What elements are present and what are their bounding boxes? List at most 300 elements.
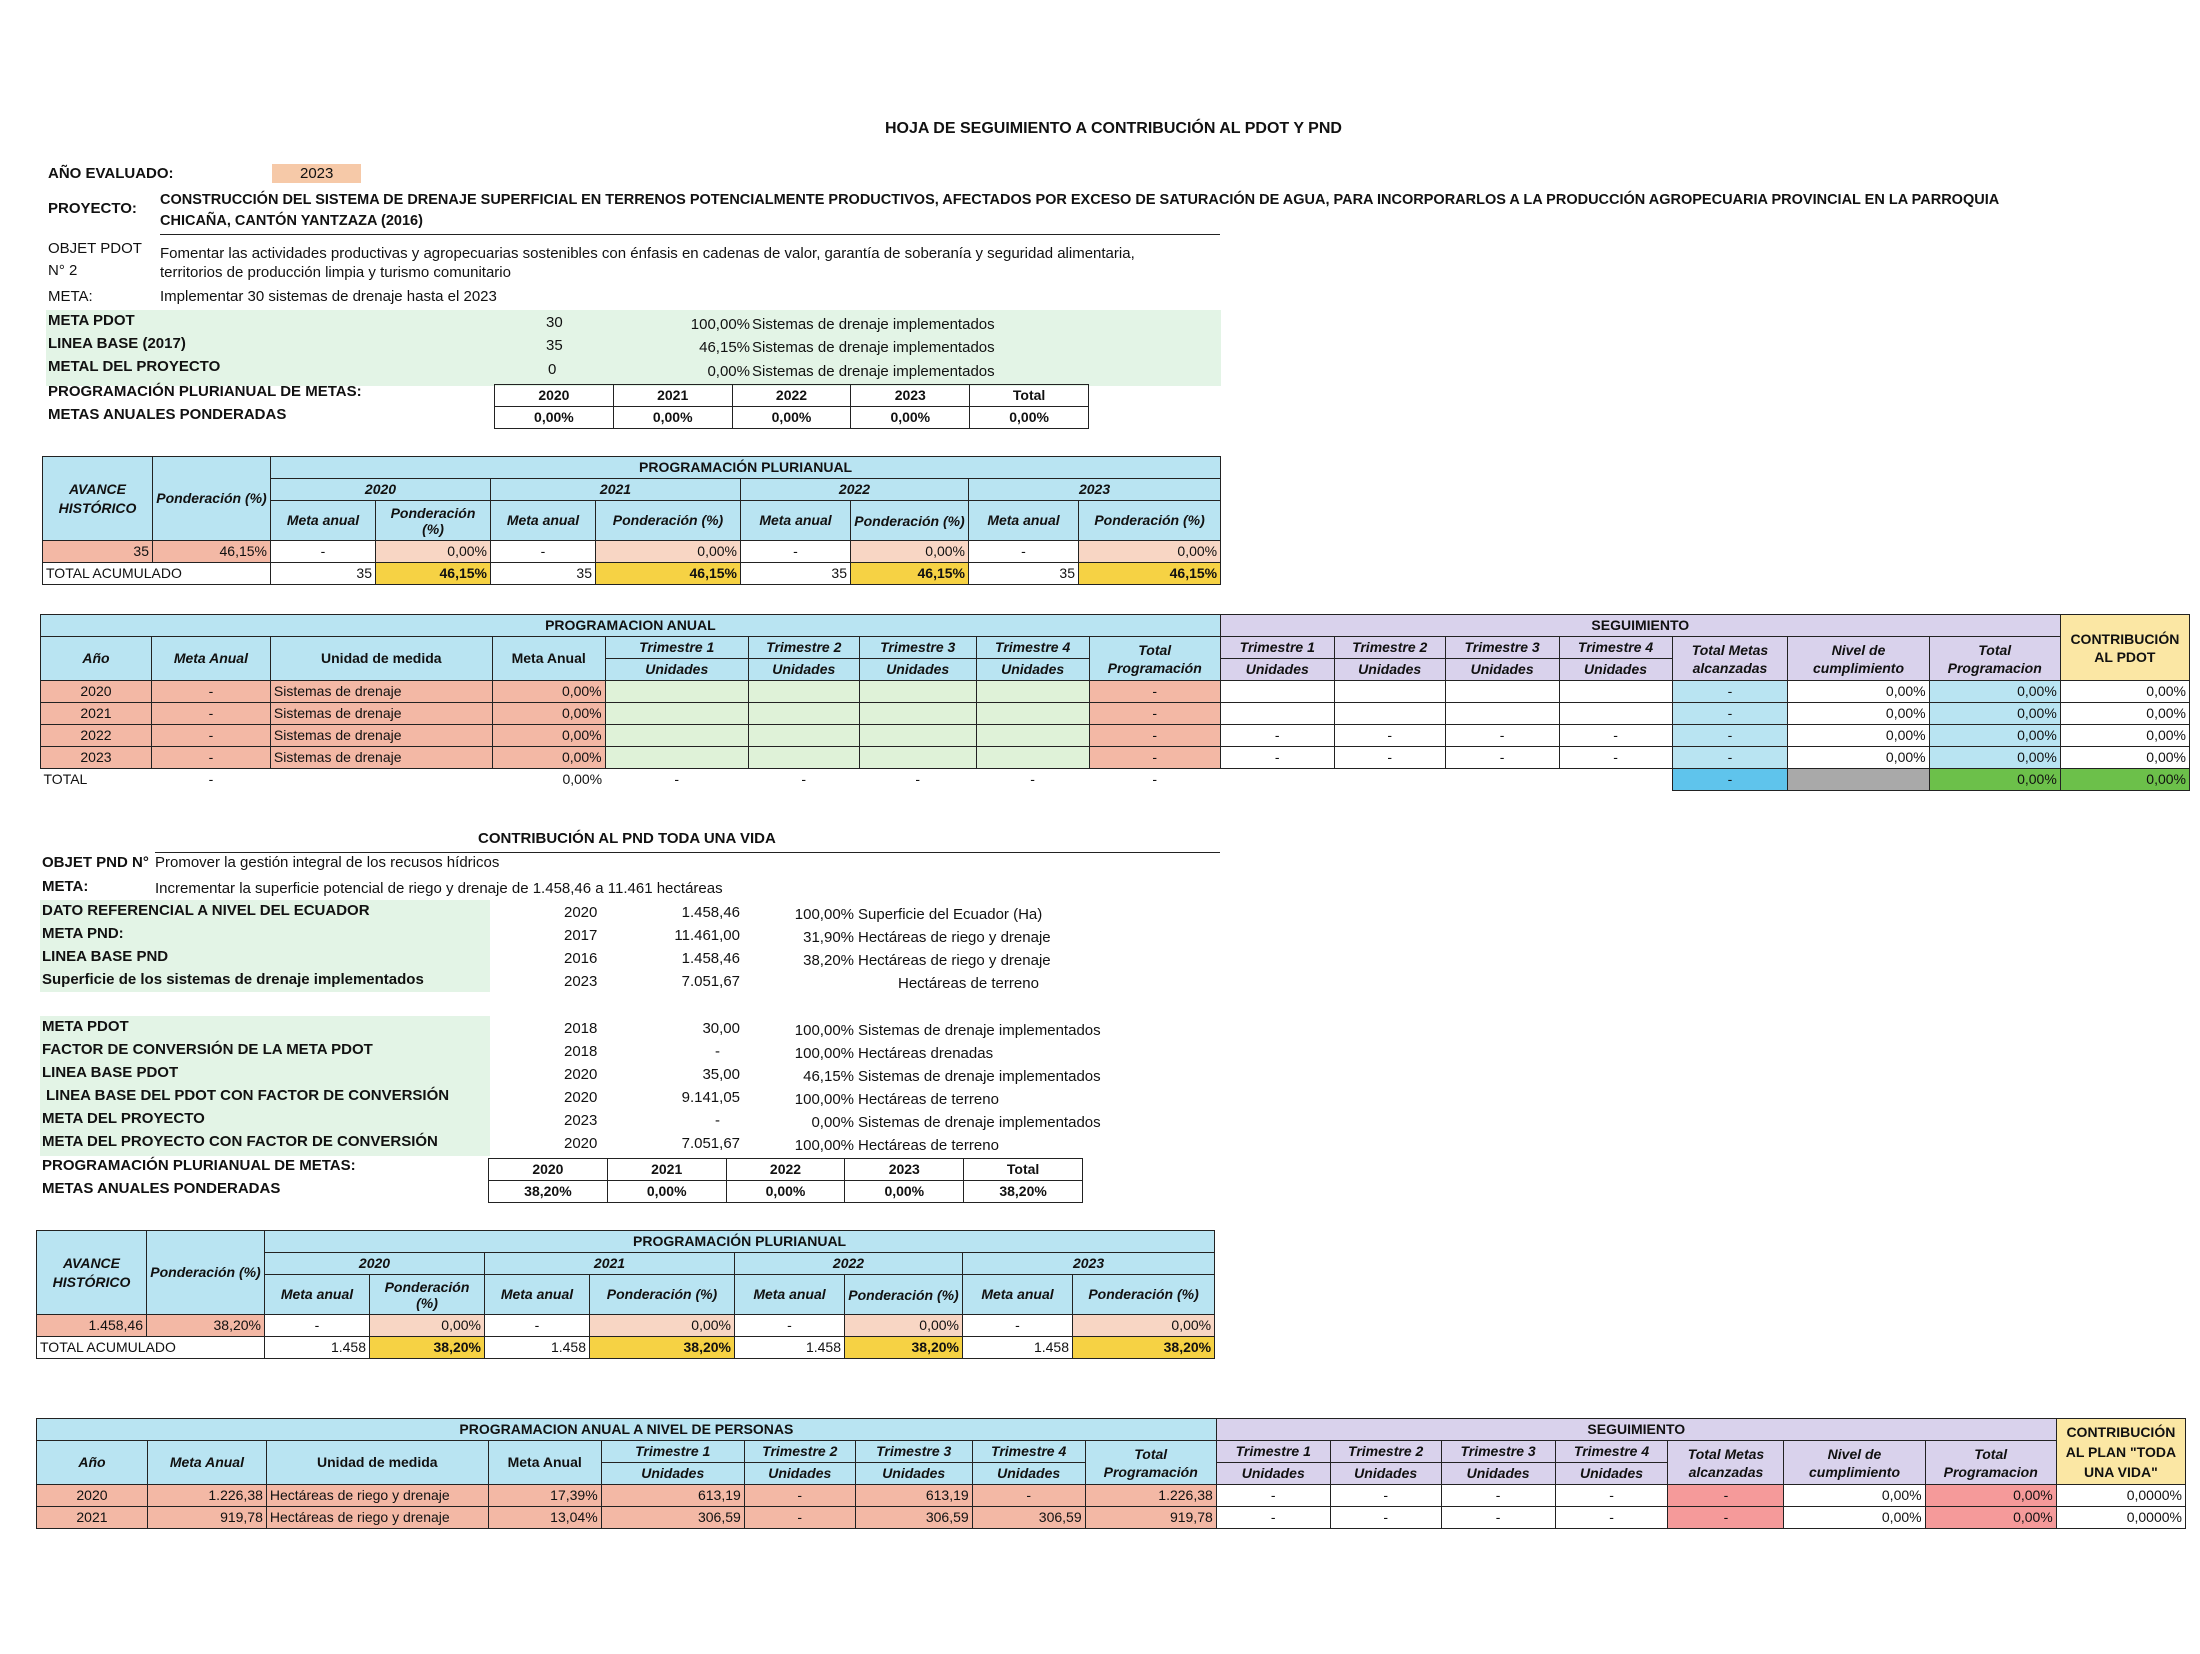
pnd-objet-label: OBJET PND N°: [42, 854, 149, 871]
anio-cell: 2020: [41, 681, 152, 703]
unidad-cell: Hectáreas de riego y drenaje: [266, 1485, 488, 1507]
pnd-row-label: META PND:: [42, 925, 124, 942]
pdot-row-desc: Sistemas de drenaje implementados: [752, 316, 995, 333]
t1-header: Trimestre 1: [1216, 1441, 1330, 1463]
table-row: [41, 725, 2190, 747]
year-cell: 2022: [726, 1159, 845, 1181]
pnd-meta-value: Incrementar la superficie potencial de riego y drenaje de 1.458,46 a 11.461 hectáreas: [155, 880, 723, 897]
t3-header: Trimestre 3: [1445, 637, 1559, 659]
pond-header: Ponderación (%): [1073, 1275, 1215, 1315]
pnd-row-num: 35,00: [702, 1066, 740, 1083]
t2-header: Trimestre 2: [748, 637, 859, 659]
cell: -: [741, 541, 851, 563]
pnd-row-num: 1.458,46: [681, 904, 740, 921]
unidades-header: Unidades: [1441, 1463, 1555, 1485]
pnd-row-pct: 100,00%: [794, 1091, 854, 1108]
meta-cell: -: [151, 725, 270, 747]
cell: 0,00%: [370, 1315, 485, 1337]
nivel-cell: 0,00%: [1788, 725, 1929, 747]
cell: 46,15%: [851, 563, 969, 585]
s-cell: [1334, 681, 1445, 703]
cell: -: [735, 1315, 845, 1337]
cell: 0,00%: [1929, 769, 2060, 791]
pnd-row-num: 7.051,67: [681, 973, 740, 990]
pnd-row-desc: Sistemas de drenaje implementados: [858, 1114, 1101, 1131]
tp2-cell: 0,00%: [1929, 703, 2060, 725]
t-cell: -: [744, 1485, 855, 1507]
cell: 0,00%: [851, 541, 969, 563]
meta-cell: -: [151, 747, 270, 769]
value-cell: 38,20%: [964, 1181, 1083, 1203]
total-metas-header: Total Metas alcanzadas: [1668, 1441, 1784, 1485]
cell: 46,15%: [376, 563, 491, 585]
cell: -: [674, 771, 680, 788]
unidades-header: Unidades: [744, 1463, 855, 1485]
programacion-header: PROGRAMACIÓN PLURIANUAL: [265, 1231, 1215, 1253]
value-cell: 0,00%: [607, 1181, 726, 1203]
year-header: 2022: [741, 479, 969, 501]
proyecto-line2: CHICAÑA, CANTÓN YANTZAZA (2016): [160, 213, 423, 229]
pdot-row-num: 0: [548, 361, 557, 378]
cell: 35: [271, 563, 376, 585]
pond-header: Ponderación (%): [376, 501, 491, 541]
cell: 38,20%: [845, 1337, 963, 1359]
pnd-row-year: 2023: [564, 1112, 598, 1129]
prog-anual-header: PROGRAMACION ANUAL A NIVEL DE PERSONAS: [37, 1419, 1217, 1441]
anio-label: AÑO EVALUADO:: [48, 165, 174, 182]
contrib-cell: 0,00%: [2060, 747, 2189, 769]
cell: 0,00%: [596, 541, 741, 563]
pnd-row-pct: 100,00%: [794, 1137, 854, 1154]
s-cell: -: [1216, 1485, 1330, 1507]
meta-cell: -: [151, 703, 270, 725]
pnd-row-label: LINEA BASE DEL PDOT CON FACTOR DE CONVERSIÓN: [46, 1087, 450, 1104]
contrib-cell: 0,00%: [2060, 703, 2189, 725]
cell: -: [915, 771, 921, 788]
cell: 46,15%: [596, 563, 741, 585]
year-cell: 2023: [851, 385, 970, 407]
year-cell: 2022: [732, 385, 851, 407]
year-cell: 2020: [489, 1159, 608, 1181]
nivel-cell: 0,00%: [1788, 747, 1929, 769]
s-cell: -: [1559, 747, 1672, 769]
meta-label: META:: [48, 288, 93, 305]
table-row: [41, 681, 2190, 703]
pnd-row-label: Superficie de los sistemas de drenaje implementados: [42, 971, 424, 988]
unidades-header: Unidades: [1555, 1463, 1668, 1485]
s-cell: -: [1334, 747, 1445, 769]
pnd-meta-label: META:: [42, 878, 89, 895]
cell: 38,20%: [370, 1337, 485, 1359]
cell: -: [969, 541, 1079, 563]
programacion-header: PROGRAMACIÓN PLURIANUAL: [271, 457, 1221, 479]
tm-cell: -: [1672, 681, 1788, 703]
objet-number: N° 2: [48, 262, 78, 279]
pnd-underline: [155, 852, 1220, 853]
cell: -: [485, 1315, 590, 1337]
total-prog-header: Total Programación: [1085, 1441, 1216, 1485]
unidades-header: Unidades: [976, 659, 1089, 681]
cell: -: [1152, 771, 1158, 788]
s-cell: -: [1559, 725, 1672, 747]
cell: 38,20%: [590, 1337, 735, 1359]
s-cell: [1220, 681, 1334, 703]
cell: 46,15%: [1079, 563, 1221, 585]
anual-table-1: [40, 614, 2190, 791]
year-header: 2021: [491, 479, 741, 501]
cell: 0,00%: [2060, 769, 2189, 791]
cell: -: [491, 541, 596, 563]
meta2-cell: 0,00%: [492, 681, 605, 703]
proyecto-underline: [160, 234, 1220, 235]
seguimiento-header: SEGUIMIENTO: [1220, 615, 2060, 637]
plurianual-table-1: [42, 456, 1221, 585]
s-cell: [1220, 703, 1334, 725]
t4-header: Trimestre 4: [1555, 1441, 1668, 1463]
meta-cell: 919,78: [147, 1507, 266, 1529]
proyecto-label: PROYECTO:: [48, 200, 137, 217]
value-cell: 0,00%: [495, 407, 614, 429]
pnd-row-label: FACTOR DE CONVERSIÓN DE LA META PDOT: [42, 1041, 373, 1058]
pnd-row-label: META DEL PROYECTO CON FACTOR DE CONVERSIÓN: [42, 1133, 438, 1150]
meta-anual-header: Meta anual: [271, 501, 376, 541]
t2-header: Trimestre 2: [1330, 1441, 1441, 1463]
metas-table: [494, 384, 1089, 429]
meta-anual-header: Meta anual: [485, 1275, 590, 1315]
t3-header: Trimestre 3: [855, 1441, 972, 1463]
pnd-row-year: 2020: [564, 1089, 598, 1106]
t-cell: 306,59: [972, 1507, 1085, 1529]
s-cell: -: [1330, 1507, 1441, 1529]
pond-header: Ponderación (%): [590, 1275, 735, 1315]
pond-header: Ponderación (%): [845, 1275, 963, 1315]
tp2-cell: 0,00%: [1925, 1485, 2056, 1507]
metas-table-2: [488, 1158, 1083, 1203]
s-cell: -: [1445, 725, 1559, 747]
pdot-row-label: META PDOT: [48, 312, 135, 329]
t2-header: Trimestre 2: [1334, 637, 1445, 659]
pnd-row-pct: 38,20%: [803, 952, 854, 969]
pnd-row-pct: 46,15%: [803, 1068, 854, 1085]
unidad-cell: Sistemas de drenaje: [270, 725, 492, 747]
table-row: [37, 1485, 2186, 1507]
pnd-row-num: 11.461,00: [674, 927, 740, 944]
unidades-header: Unidades: [1220, 659, 1334, 681]
cell: -: [265, 1315, 370, 1337]
pnd-row-label: LINEA BASE PND: [42, 948, 169, 965]
tp-cell: -: [1089, 725, 1220, 747]
pdot-row-pct: 100,00%: [690, 316, 750, 333]
s-cell: -: [1216, 1507, 1330, 1529]
unidades-header: Unidades: [748, 659, 859, 681]
pnd-row-pct: 100,00%: [794, 1022, 854, 1039]
objet-line2: territorios de producción limpia y turismo comunitario: [160, 264, 511, 281]
pnd-row-label: LINEA BASE PDOT: [42, 1064, 179, 1081]
s-cell: [1334, 703, 1445, 725]
tp2-cell: 0,00%: [1929, 725, 2060, 747]
s-cell: [1559, 703, 1672, 725]
tm-cell: -: [1668, 1485, 1784, 1507]
pnd-row-desc: Superficie del Ecuador (Ha): [858, 906, 1043, 923]
t3-header: Trimestre 3: [1441, 1441, 1555, 1463]
year-header: 2023: [969, 479, 1221, 501]
t-cell: 613,19: [855, 1485, 972, 1507]
cell: -: [801, 771, 807, 788]
pdot-row-num: 35: [546, 337, 563, 354]
meta2-cell: 0,00%: [492, 725, 605, 747]
pnd-row-label: META PDOT: [42, 1018, 129, 1035]
meta2-cell: 0,00%: [492, 747, 605, 769]
contrib-cell: 0,0000%: [2056, 1485, 2185, 1507]
meta-anual-header: Meta anual: [491, 501, 596, 541]
tp-cell: -: [1089, 703, 1220, 725]
tp-cell: 1.226,38: [1085, 1485, 1216, 1507]
meta-anual-header: Meta Anual: [151, 637, 270, 681]
pond-header: Ponderación (%): [1079, 501, 1221, 541]
anio-header: Año: [37, 1441, 148, 1485]
total-label: TOTAL: [43, 771, 88, 788]
cell: 35: [741, 563, 851, 585]
tp2-cell: 0,00%: [1929, 681, 2060, 703]
avance-header: AVANCE HISTÓRICO: [43, 457, 153, 541]
cell: 0,00%: [590, 1315, 735, 1337]
anual-table-2: [36, 1418, 2186, 1529]
pnd-row-label: DATO REFERENCIAL A NIVEL DEL ECUADOR: [42, 902, 370, 919]
meta-anual-header: Meta anual: [741, 501, 851, 541]
pnd-row-pct: 100,00%: [794, 906, 854, 923]
cell: 0,00%: [376, 541, 491, 563]
year-header: 2022: [735, 1253, 963, 1275]
prog-label: PROGRAMACIÓN PLURIANUAL DE METAS:: [48, 383, 362, 400]
contrib-header: CONTRIBUCIÓN AL PDOT: [2060, 615, 2189, 681]
metas-label: METAS ANUALES PONDERADAS: [48, 406, 287, 423]
nivel-cell: 0,00%: [1788, 681, 1929, 703]
pnd-row-year: 2020: [564, 1135, 598, 1152]
total-prog-header: Total Programación: [1089, 637, 1220, 681]
pnd-row-year: 2016: [564, 950, 598, 967]
pdot-row-desc: Sistemas de drenaje implementados: [752, 339, 995, 356]
total-row: [41, 769, 2190, 791]
tp-cell: 919,78: [1085, 1507, 1216, 1529]
year-cell: 2021: [613, 385, 732, 407]
pnd-row-desc: Hectáreas de terreno: [898, 975, 1039, 992]
cell: -: [1672, 769, 1788, 791]
anio-cell: 2022: [41, 725, 152, 747]
s-cell: [1445, 703, 1559, 725]
unidades-header: Unidades: [1559, 659, 1672, 681]
meta-anual-header: Meta anual: [969, 501, 1079, 541]
tm-cell: -: [1668, 1507, 1784, 1529]
pnd-row-desc: Hectáreas de riego y drenaje: [858, 952, 1051, 969]
plurianual-table-2: [36, 1230, 1215, 1359]
contrib-header: CONTRIBUCIÓN AL PLAN "TODA UNA VIDA": [2056, 1419, 2185, 1485]
nivel-cell: 0,00%: [1788, 703, 1929, 725]
pdot-row-pct: 46,15%: [699, 339, 750, 356]
s-cell: -: [1220, 747, 1334, 769]
unidades-header: Unidades: [601, 1463, 744, 1485]
tp-cell: -: [1089, 747, 1220, 769]
pdot-row-label: METAL DEL PROYECTO: [48, 358, 221, 375]
cell: 0,00%: [1073, 1315, 1215, 1337]
t4-header: Trimestre 4: [976, 637, 1089, 659]
year-cell: Total: [970, 385, 1089, 407]
meta-anual-header: Meta Anual: [147, 1441, 266, 1485]
value-cell: 0,00%: [970, 407, 1089, 429]
ponderacion-header: Ponderación (%): [153, 457, 271, 541]
t3-header: Trimestre 3: [859, 637, 976, 659]
pnd-row-label: META DEL PROYECTO: [42, 1110, 205, 1127]
meta-cell: -: [151, 681, 270, 703]
unidades-header: Unidades: [1216, 1463, 1330, 1485]
metas-label-2: METAS ANUALES PONDERADAS: [42, 1180, 281, 1197]
unidades-header: Unidades: [859, 659, 976, 681]
unidades-header: Unidades: [1330, 1463, 1441, 1485]
value-cell: 0,00%: [851, 407, 970, 429]
prog-label-2: PROGRAMACIÓN PLURIANUAL DE METAS:: [42, 1157, 356, 1174]
unidad-header: Unidad de medida: [270, 637, 492, 681]
s-cell: [1445, 681, 1559, 703]
year-header: 2020: [265, 1253, 485, 1275]
pond-header: Ponderación (%): [370, 1275, 485, 1315]
cell: 35: [491, 563, 596, 585]
cell: 0,00%: [845, 1315, 963, 1337]
unidad-cell: Sistemas de drenaje: [270, 703, 492, 725]
meta-anual-header: Meta anual: [963, 1275, 1073, 1315]
proyecto-line1: CONSTRUCCIÓN DEL SISTEMA DE DRENAJE SUPERFICIAL EN TERRENOS POTENCIALMENTE PRODUCTIVOS, AFECTADOS POR EXCESO DE SATURACIÓN DE AGUA, PARA INCORPORARLOS A LA PRODUCCIÓN AGROPECUARIA PROVINCIAL EN LA PARROQUIA: [160, 192, 2000, 208]
pnd-row-pct: 100,00%: [794, 1045, 854, 1062]
tm-cell: -: [1672, 725, 1788, 747]
prog-anual-header: PROGRAMACION ANUAL: [41, 615, 1221, 637]
pond-value: 46,15%: [153, 541, 271, 563]
value-cell: 0,00%: [732, 407, 851, 429]
pnd-objet-value: Promover la gestión integral de los recusos hídricos: [155, 854, 500, 871]
pdot-row-num: 30: [546, 314, 563, 331]
value-cell: 0,00%: [845, 1181, 964, 1203]
pnd-row-num: 9.141,05: [681, 1089, 740, 1106]
pnd-title: CONTRIBUCIÓN AL PND TODA UNA VIDA: [478, 830, 776, 847]
t-cell: -: [972, 1485, 1085, 1507]
year-header: 2021: [485, 1253, 735, 1275]
tp2-cell: 0,00%: [1929, 747, 2060, 769]
pnd-row-year: 2017: [564, 927, 598, 944]
contrib-cell: 0,0000%: [2056, 1507, 2185, 1529]
pnd-row-num: -: [715, 1043, 720, 1060]
pnd-row-num: 7.051,67: [681, 1135, 740, 1152]
total-acum-label: TOTAL ACUMULADO: [37, 1337, 265, 1359]
table-row: [41, 747, 2190, 769]
pond-value: 38,20%: [147, 1315, 265, 1337]
cell: 1.458: [735, 1337, 845, 1359]
cell: 1.458: [485, 1337, 590, 1359]
anio-cell: 2023: [41, 747, 152, 769]
total-prog2-header: Total Programacion: [1925, 1441, 2056, 1485]
pnd-row-pct: 0,00%: [811, 1114, 854, 1131]
t4-header: Trimestre 4: [1559, 637, 1672, 659]
anio-cell: 2021: [41, 703, 152, 725]
pnd-row-desc: Hectáreas de riego y drenaje: [858, 929, 1051, 946]
t2-header: Trimestre 2: [744, 1441, 855, 1463]
value-cell: 38,20%: [489, 1181, 608, 1203]
t1-header: Trimestre 1: [1220, 637, 1334, 659]
s-cell: -: [1445, 747, 1559, 769]
s-cell: -: [1330, 1485, 1441, 1507]
pdot-row-desc: Sistemas de drenaje implementados: [752, 363, 995, 380]
tp-cell: -: [1089, 681, 1220, 703]
pnd-row-desc: Sistemas de drenaje implementados: [858, 1068, 1101, 1085]
unidades-header: Unidades: [605, 659, 748, 681]
tm-cell: -: [1672, 747, 1788, 769]
seguimiento-header: SEGUIMIENTO: [1216, 1419, 2056, 1441]
pnd-row-year: 2018: [564, 1043, 598, 1060]
pnd-row-desc: Hectáreas de terreno: [858, 1137, 999, 1154]
pnd-row-year: 2020: [564, 904, 598, 921]
unidad-cell: Hectáreas de riego y drenaje: [266, 1507, 488, 1529]
pnd-row-year: 2020: [564, 1066, 598, 1083]
t-cell: 306,59: [855, 1507, 972, 1529]
contrib-cell: 0,00%: [2060, 681, 2189, 703]
pnd-row-desc: Hectáreas de terreno: [858, 1091, 999, 1108]
t-cell: -: [744, 1507, 855, 1529]
cell: -: [271, 541, 376, 563]
t-cell: 613,19: [601, 1485, 744, 1507]
total-prog2-header: Total Programacion: [1929, 637, 2060, 681]
t-cell: 306,59: [601, 1507, 744, 1529]
meta2-cell: 17,39%: [488, 1485, 601, 1507]
t1-header: Trimestre 1: [601, 1441, 744, 1463]
anio-cell: 2021: [37, 1507, 148, 1529]
nivel-header: Nivel de cumplimiento: [1784, 1441, 1925, 1485]
meta-anual-header: Meta Anual: [488, 1441, 601, 1485]
meta-value: Implementar 30 sistemas de drenaje hasta el 2023: [160, 288, 497, 305]
nivel-cell: 0,00%: [1784, 1485, 1925, 1507]
avance-value: 1.458,46: [37, 1315, 147, 1337]
year-header: 2020: [271, 479, 491, 501]
cell: 0,00%: [1079, 541, 1221, 563]
anio-value: 2023: [272, 164, 361, 183]
value-cell: 0,00%: [613, 407, 732, 429]
nivel-cell: 0,00%: [1784, 1507, 1925, 1529]
pnd-row-num: 30,00: [702, 1020, 740, 1037]
pnd-row-pct: 31,90%: [803, 929, 854, 946]
pnd-row-num: 1.458,46: [681, 950, 740, 967]
objet-line1: Fomentar las actividades productivas y agropecuarias sostenibles con énfasis en cadenas de valor, garantía de soberanía y seguridad alimentaria,: [160, 245, 1135, 262]
ponderacion-header: Ponderación (%): [147, 1231, 265, 1315]
nivel-header: Nivel de cumplimiento: [1788, 637, 1929, 681]
cell: 35: [969, 563, 1079, 585]
meta2-cell: 0,00%: [492, 703, 605, 725]
pnd-row-year: 2023: [564, 973, 598, 990]
year-cell: 2020: [495, 385, 614, 407]
avance-header: AVANCE HISTÓRICO: [37, 1231, 147, 1315]
avance-value: 35: [43, 541, 153, 563]
year-cell: 2021: [607, 1159, 726, 1181]
s-cell: -: [1220, 725, 1334, 747]
value-cell: 0,00%: [726, 1181, 845, 1203]
t1-header: Trimestre 1: [605, 637, 748, 659]
unidad-cell: Sistemas de drenaje: [270, 681, 492, 703]
anio-cell: 2020: [37, 1485, 148, 1507]
table-row: [41, 703, 2190, 725]
s-cell: -: [1441, 1485, 1555, 1507]
total-acum-label: TOTAL ACUMULADO: [43, 563, 271, 585]
year-header: 2023: [963, 1253, 1215, 1275]
meta-anual-header: Meta Anual: [492, 637, 605, 681]
year-cell: Total: [964, 1159, 1083, 1181]
unidad-header: Unidad de medida: [266, 1441, 488, 1485]
contrib-cell: 0,00%: [2060, 725, 2189, 747]
objet-label: OBJET PDOT: [48, 240, 142, 257]
unidades-header: Unidades: [1334, 659, 1445, 681]
